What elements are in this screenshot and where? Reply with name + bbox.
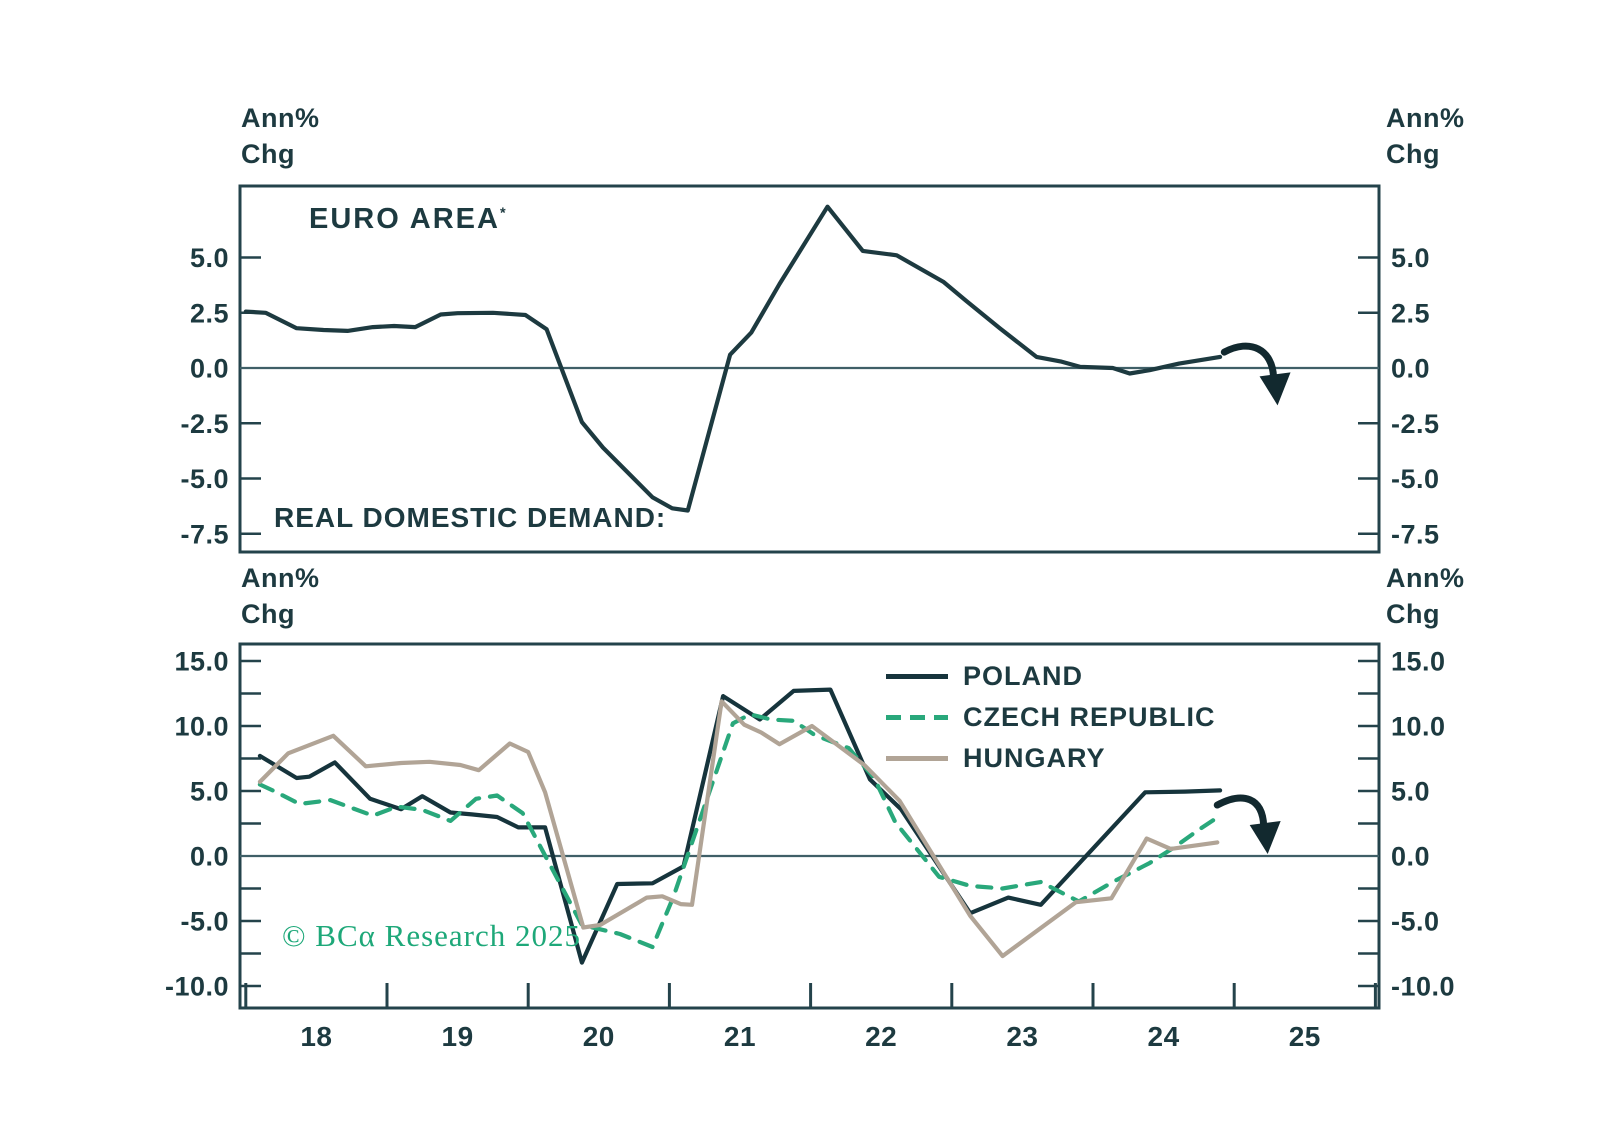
czech-republic-line-swatch [886, 715, 948, 720]
y-tick-label-left: 5.0 [189, 776, 229, 807]
x-tick-label: 21 [723, 1021, 757, 1052]
unit-label-top-left [241, 100, 320, 172]
unit-label-line1: Ann% [1386, 563, 1465, 593]
legend-label-hungary: HUNGARY [963, 743, 1106, 773]
arrow-head [1250, 821, 1281, 854]
unit-label-line1: Ann% [241, 563, 320, 593]
y-tick-label-right: -5.0 [1391, 906, 1440, 937]
unit-label-line1: Ann% [241, 103, 320, 133]
legend-label-poland: POLAND [963, 661, 1083, 691]
x-tick-label: 19 [441, 1021, 474, 1052]
unit-label-bottom-left [241, 560, 320, 632]
y-tick-label-right: 5.0 [1391, 243, 1431, 273]
y-tick-label-right: -10.0 [1391, 971, 1456, 1002]
y-tick-label-right: 10.0 [1391, 711, 1446, 742]
legend-item-czech-republic [886, 697, 1216, 738]
legend-label-czech-republic: CZECH REPUBLIC [963, 702, 1216, 732]
y-tick-label-right: 0.0 [1391, 841, 1431, 872]
unit-label-line2: Chg [1386, 139, 1440, 169]
top-panel-title-text: EURO AREA [309, 203, 500, 235]
forecast-arrow-bottom [1217, 798, 1280, 854]
y-tick-label-right: 15.0 [1391, 646, 1446, 677]
y-tick-label-left: 2.5 [189, 298, 229, 329]
x-tick-label: 18 [300, 1021, 333, 1052]
y-tick-label-right: -2.5 [1391, 408, 1440, 439]
unit-label-line2: Chg [1386, 599, 1440, 629]
y-tick-label-right: -5.0 [1391, 464, 1440, 494]
y-tick-label-left: 0.0 [189, 353, 229, 384]
forecast-arrow-top [1224, 346, 1290, 405]
hungary-line-swatch [886, 756, 948, 761]
legend-item-poland [886, 656, 1216, 697]
legend [886, 656, 1216, 779]
y-tick-label-left: -5.0 [180, 464, 229, 494]
euro-area-line [246, 207, 1220, 511]
arrow-shaft [1217, 798, 1263, 826]
y-tick-label-right: 2.5 [1391, 298, 1431, 329]
x-tick-label: 23 [1006, 1021, 1039, 1052]
title-asterisk: * [499, 205, 508, 222]
x-tick-label: 24 [1147, 1021, 1180, 1052]
unit-label-line1: Ann% [1386, 103, 1465, 133]
unit-label-top-right [1386, 100, 1465, 172]
unit-label-line2: Chg [241, 139, 295, 169]
bottom-panel [165, 644, 1455, 1052]
y-tick-label-left: 15.0 [174, 646, 229, 677]
x-tick-label: 20 [582, 1021, 615, 1052]
arrow-head [1260, 372, 1291, 405]
x-tick-label: 25 [1288, 1021, 1321, 1052]
poland-line-swatch [886, 674, 948, 679]
unit-label-bottom-right [1386, 560, 1465, 632]
arrow-shaft [1224, 346, 1273, 377]
y-tick-label-left: -7.5 [180, 519, 229, 550]
legend-item-hungary [886, 738, 1216, 779]
y-tick-label-left: 0.0 [189, 841, 229, 872]
y-tick-label-left: -10.0 [164, 971, 229, 1002]
copyright-notice: © BCα Research 2025 [282, 918, 581, 953]
x-tick-label: 22 [865, 1021, 898, 1052]
y-tick-label-left: -5.0 [180, 906, 229, 937]
y-tick-label-left: -2.5 [180, 408, 229, 439]
y-tick-label-right: 0.0 [1391, 353, 1431, 384]
y-tick-label-right: 5.0 [1391, 776, 1431, 807]
chart-subject-label: REAL DOMESTIC DEMAND: [274, 502, 667, 533]
y-tick-label-right: -7.5 [1391, 519, 1440, 550]
y-tick-label-left: 10.0 [174, 711, 229, 742]
unit-label-line2: Chg [241, 599, 295, 629]
top-panel-title [309, 203, 508, 236]
top-panel [180, 186, 1439, 552]
y-tick-label-left: 5.0 [189, 243, 229, 273]
